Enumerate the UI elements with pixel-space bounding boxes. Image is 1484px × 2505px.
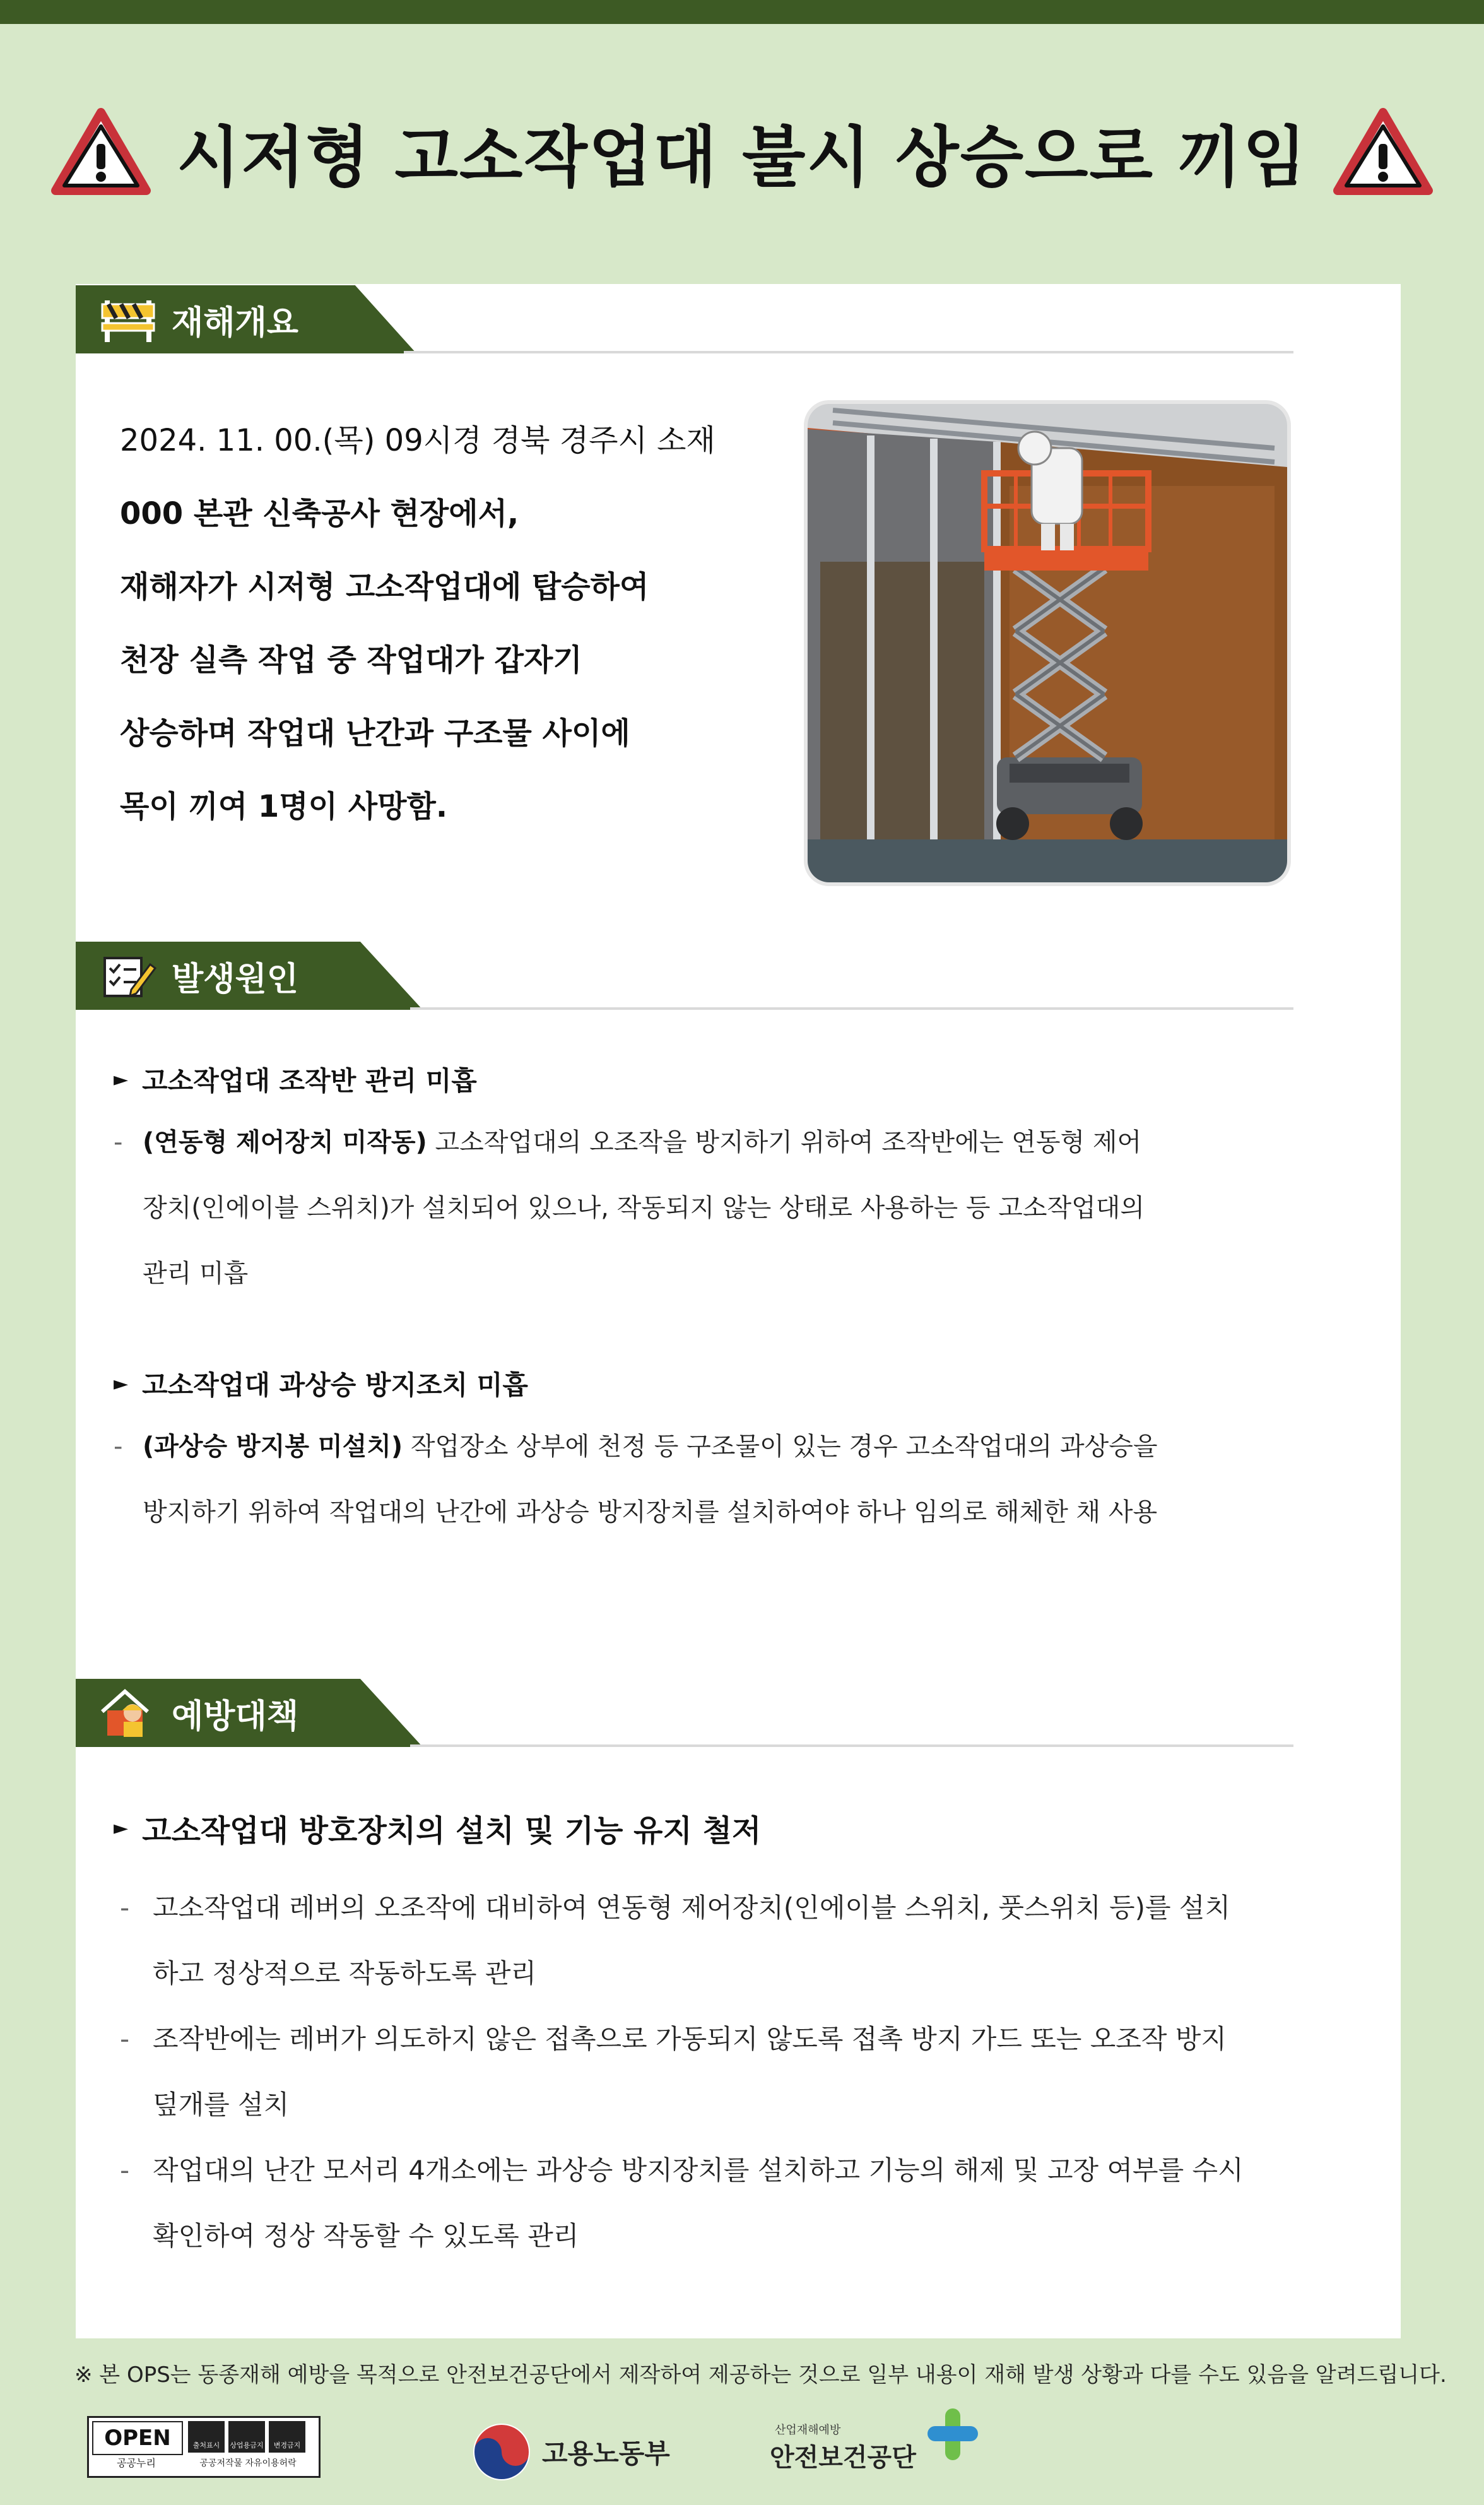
- section-tab-overview: [76, 285, 416, 353]
- accident-illustration: [808, 404, 1287, 882]
- overview-line: 목이 끼여 1명이 사망함.: [120, 789, 448, 824]
- agency-sub: 산업재해예방: [775, 2424, 841, 2437]
- cause-detail-text: 관리 미흡: [143, 1259, 249, 1288]
- kogl-label: 공공누리: [117, 2457, 156, 2469]
- kogl-badge-attribution: 출처표시: [188, 2421, 225, 2453]
- section-tab-prevention: [76, 1679, 423, 1747]
- section-title-prevention: 예방대책: [172, 1697, 298, 1736]
- dash-bullet: -: [114, 1128, 123, 1157]
- cause-heading: [114, 1365, 1287, 1402]
- dash-bullet: -: [120, 1892, 130, 1923]
- cause-heading-text: 고소작업대 과상승 방지조치 미흡: [142, 1370, 528, 1401]
- section-divider: [410, 1007, 1293, 1010]
- prevention-item-text: 하고 정상적으로 작동하도록 관리: [153, 1958, 537, 1989]
- warning-triangle-icon: [50, 107, 151, 196]
- agency-name: 안전보건공단: [770, 2443, 916, 2472]
- ministry-name: 고용노동부: [542, 2438, 670, 2469]
- prevention-heading: [114, 1806, 1287, 1850]
- prevention-item-text: 덮개를 설치: [153, 2089, 290, 2120]
- cause-detail-bold: (연동형 제어장치 미작동): [143, 1128, 427, 1157]
- taegeuk-icon: [470, 2420, 533, 2484]
- kogl-badge-noncommercial: 상업용금지: [228, 2421, 265, 2453]
- section-divider: [404, 351, 1293, 353]
- overview-line: 천장 실측 작업 중 작업대가 갑자기: [120, 643, 582, 678]
- worker-house-icon: [100, 1688, 156, 1738]
- cause-heading: [114, 1060, 1287, 1098]
- kogl-badge-noderivs: 변경금지: [269, 2421, 305, 2453]
- top-bar: [0, 0, 1484, 24]
- prevention-item-text: 확인하여 정상 작동할 수 있도록 관리: [153, 2220, 579, 2251]
- dash-bullet: -: [120, 2023, 130, 2054]
- checklist-pencil-icon: [100, 950, 156, 1001]
- kogl-sub: 공공저작물 자유이용허락: [199, 2458, 297, 2468]
- cause-detail-text: 고소작업대의 오조작을 방지하기 위하여 조작반에는 연동형 제어: [427, 1128, 1142, 1157]
- section-title-overview: 재해개요: [172, 304, 298, 342]
- cause-detail-text: 방지하기 위하여 작업대의 난간에 과상승 방지장치를 설치하여야 하나 임의로 해체한 채 사용: [143, 1498, 1158, 1527]
- open-label: OPEN: [92, 2421, 183, 2455]
- title-row: [0, 88, 1484, 215]
- prevention-list: [114, 1875, 1287, 2269]
- overview-line: 000 본관 신축공사 현장에서,: [120, 496, 519, 531]
- ministry-logo[interactable]: [470, 2417, 678, 2487]
- agency-cross-icon: [928, 2406, 978, 2463]
- cause-detail-bold: (과상승 방지봉 미설치): [143, 1432, 403, 1461]
- cause-detail-text: 작업장소 상부에 천정 등 구조물이 있는 경우 고소작업대의 과상승을: [403, 1432, 1158, 1461]
- prevention-item-text: 작업대의 난간 모서리 4개소에는 과상승 방지장치를 설치하고 기능의 해제 및 고장 여부를 수시: [153, 2155, 1244, 2186]
- section-divider: [410, 1744, 1293, 1747]
- dash-bullet: -: [120, 2155, 130, 2186]
- warning-triangle-icon: [1333, 107, 1434, 196]
- overview-line: 2024. 11. 00.(목) 09시경 경북 경주시 소재: [120, 423, 716, 458]
- prevention-item: [114, 1875, 1287, 2006]
- prevention-item: [114, 2006, 1287, 2138]
- cause-item: [114, 1060, 1287, 1306]
- kogl-badges: [188, 2421, 305, 2453]
- barricade-icon: [100, 294, 156, 345]
- page-title: 시저형 고소작업대 불시 상승으로 끼임: [176, 119, 1308, 196]
- cause-heading-text: 고소작업대 조작반 관리 미흡: [142, 1065, 477, 1096]
- prevention-item: [114, 2138, 1287, 2269]
- agency-logo[interactable]: [770, 2406, 984, 2475]
- triangle-bullet-icon: ►: [114, 1068, 129, 1091]
- overview-text: [120, 404, 789, 843]
- prevention-heading-text: 고소작업대 방호장치의 설치 및 기능 유지 철저: [142, 1813, 762, 1849]
- footnote: ※ 본 OPS는 동종재해 예방을 목적으로 안전보건공단에서 제작하여 제공하는 것으로 일부 내용이 재해 발생 상황과 다를 수도 있음을 알려드립니다.: [74, 2362, 1447, 2388]
- section-tab-cause: [76, 942, 423, 1010]
- cause-detail: [114, 1414, 1287, 1545]
- cause-item: [114, 1365, 1287, 1545]
- dash-bullet: -: [114, 1432, 123, 1461]
- cause-detail-text: 장치(인에이블 스위치)가 설치되어 있으나, 작동되지 않는 상태로 사용하는 등 고소작업대의: [143, 1193, 1145, 1223]
- section-title-cause: 발생원인: [172, 960, 298, 998]
- prevention-block: [114, 1806, 1287, 2269]
- triangle-bullet-icon: ►: [114, 1372, 129, 1395]
- overview-line: 재해자가 시저형 고소작업대에 탑승하여: [120, 569, 649, 605]
- cause-detail: [114, 1110, 1287, 1306]
- triangle-bullet-icon: ►: [114, 1817, 129, 1839]
- prevention-item-text: 고소작업대 레버의 오조작에 대비하여 연동형 제어장치(인에이블 스위치, 풋스위치 등)를 설치: [153, 1892, 1231, 1923]
- prevention-item-text: 조작반에는 레버가 의도하지 않은 접촉으로 가동되지 않도록 접촉 방지 가드 또는 오조작 방지: [153, 2023, 1227, 2054]
- kogl-badge[interactable]: [87, 2416, 317, 2485]
- overview-line: 상승하며 작업대 난간과 구조물 사이에: [120, 716, 630, 751]
